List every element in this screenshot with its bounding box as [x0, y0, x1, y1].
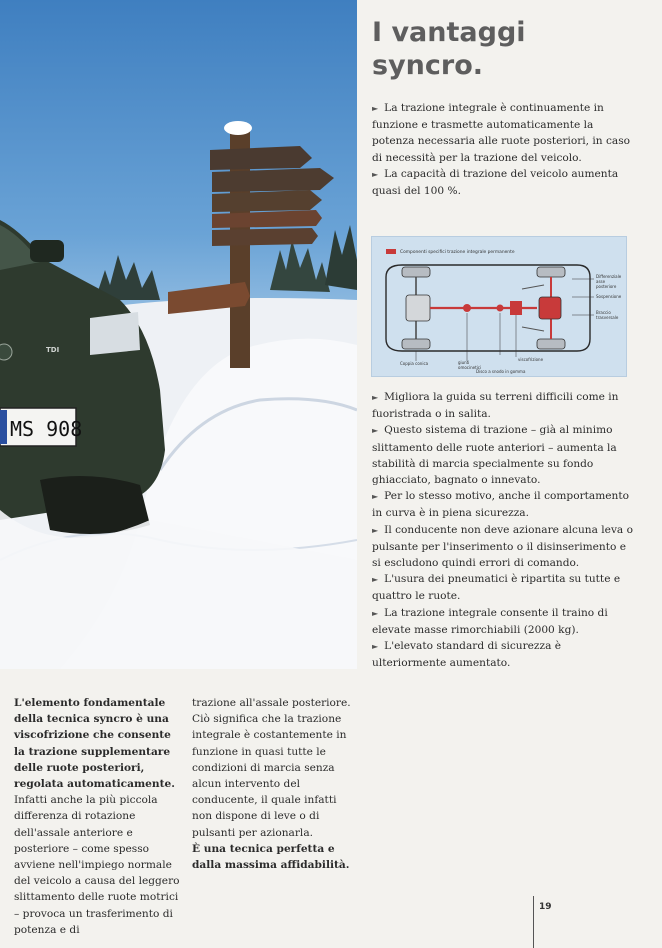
intro-lead: L'elemento fondamentale della tecnica syncro è una viscofrizione che consente la trazione supplementare delle ruote posteriori, regolata automaticamente. [14, 697, 175, 791]
advantage-item: ► L'elevato standard di sicurezza è ulteriormente aumentato. [372, 640, 562, 670]
intro-column-middle [192, 695, 358, 873]
label-coppia-conica: Coppia conica [400, 361, 429, 366]
advantage-item: ► L'usura dei pneumatici è ripartita su tutte e quattro le ruote. [372, 573, 621, 603]
arrow-bullet-icon: ► [372, 169, 379, 179]
drivetrain-diagram [371, 236, 627, 377]
arrow-bullet-icon: ► [372, 575, 379, 585]
page-number: 19 [539, 902, 552, 912]
advantages-list-bottom [372, 389, 634, 671]
advantage-item: ► La trazione integrale è continuamente in funzione e trasmette automaticamente la potenza necessaria alle ruote posteriori, in caso di necessità per la trazione del veicolo. [372, 102, 631, 164]
arrow-bullet-icon: ► [372, 525, 379, 535]
advantage-item: ► La trazione integrale consente il traino di elevate masse rimorchiabili (2000 kg). [372, 606, 608, 636]
arrow-bullet-icon: ► [372, 642, 379, 652]
intro-conclusion: È una tecnica perfetta e dalla massima affidabilità. [192, 842, 350, 872]
label-braccio-trasversale: Braccio trasversale [596, 310, 619, 320]
advantage-item: ► Per lo stesso motivo, anche il comportamento in curva è in piena sicurezza. [372, 490, 629, 520]
label-disco-snodo: Disco a snodo in gomma [476, 369, 526, 374]
page-number-rule [533, 896, 534, 948]
advantage-item: ► La capacità di trazione del veicolo aumenta quasi del 100 %. [372, 167, 619, 198]
intro-body: Infatti anche la più piccola differenza di rotazione dell'assale anteriore e posteriore – come spesso avviene nell'impiego normale del veicolo a causa del leggero slittamento delle ruote motrici – provoca un trasferimento di potenza e di [14, 794, 180, 936]
arrow-bullet-icon: ► [372, 492, 379, 502]
advantage-item: ► Il conducente non deve azionare alcuna leva o pulsante per l'inserimento o il disinserimento e si escludono quindi errori di comando. [372, 523, 633, 570]
diagram-legend: Componenti specifici trazione integrale permanente [386, 249, 515, 255]
advantage-item: ► Questo sistema di trazione – già al minimo slittamento delle ruote anteriori – aumenta la stabilità di marcia specialmente su fondo ghiacciato, bagnato o innevato. [372, 424, 617, 487]
label-sospensione: Sospensione [596, 294, 622, 299]
label-differenziale: Differenziale asse posteriore [596, 274, 622, 289]
snow-signpost-photo [0, 0, 357, 669]
title-line-2: syncro. [372, 50, 484, 81]
tdi-badge: TDI [46, 346, 60, 354]
license-plate: MS 908 [10, 417, 83, 441]
label-viscofrizione: viscofrizione [518, 357, 544, 362]
advantage-item: ► Migliora la guida su terreni difficili come in fuoristrada o in salita. [372, 391, 619, 421]
intro-body-continued: trazione all'assale posteriore. Ciò significa che la trazione integrale è costantemente in funzione in quasi tutte le condizioni di marcia senza alcun intervento del conducente, il quale infatti non dispone di leve o di pulsanti per azionarla. [192, 697, 351, 839]
advantages-list-top [372, 100, 634, 199]
intro-column-left [14, 695, 184, 938]
arrow-bullet-icon: ► [372, 393, 379, 402]
title-line-1: I vantaggi [372, 17, 526, 48]
arrow-bullet-icon: ► [372, 104, 379, 113]
arrow-bullet-icon: ► [372, 608, 379, 618]
page-title [372, 16, 642, 82]
arrow-bullet-icon: ► [372, 426, 379, 436]
label-giunti-omocinetici: giunti omocinetici [458, 360, 482, 370]
